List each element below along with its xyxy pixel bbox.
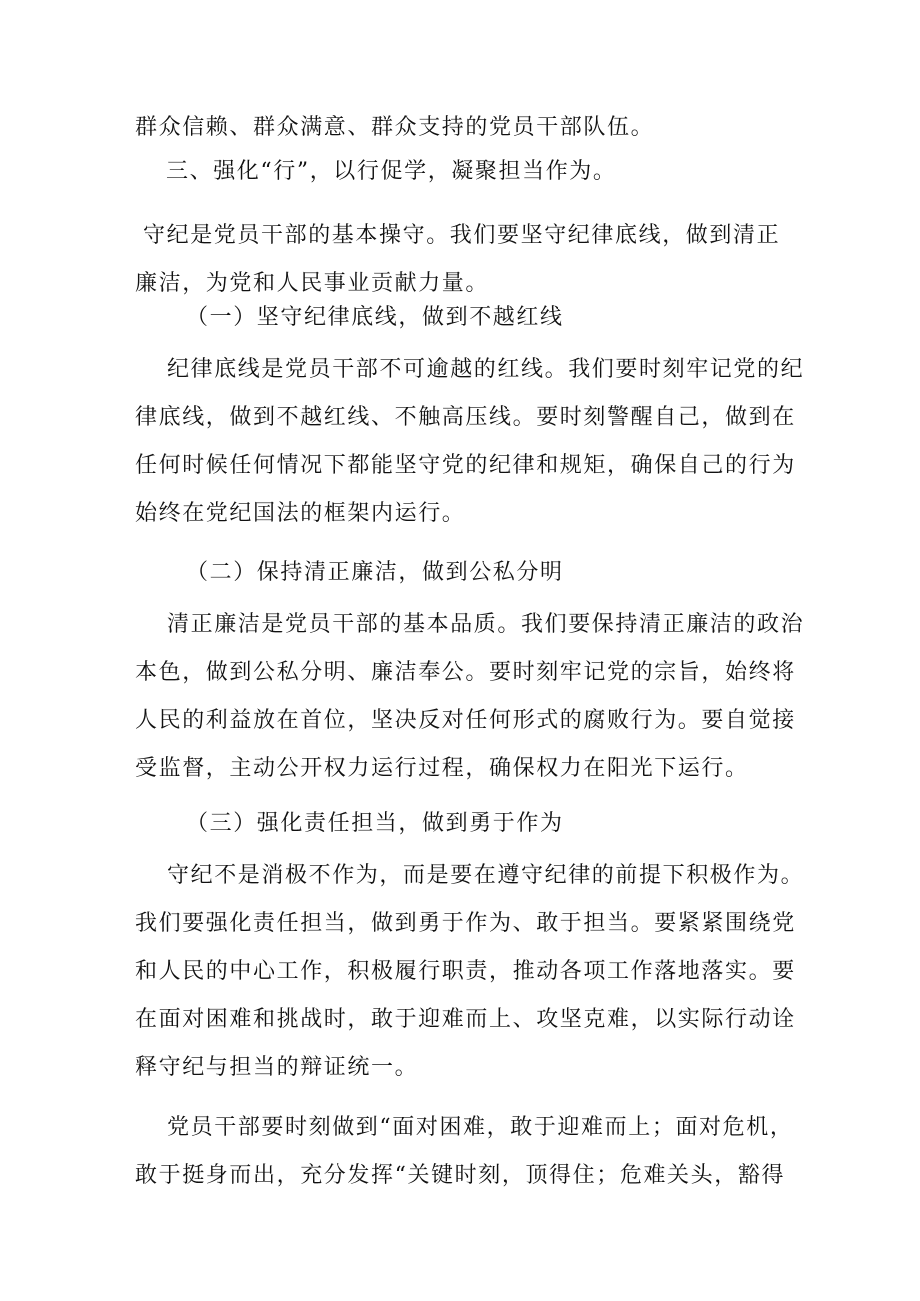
subsection-heading-1: （一）坚守纪律底线，做到不越红线 [186,305,564,330]
text-line: 守纪是党员干部的基本操守。我们要坚守纪律底线，做到清正 [143,223,781,248]
text-line: 任何时候任何情况下都能坚守党的纪律和规矩，确保自己的行为 [135,453,796,478]
text-line: 敢于挺身而出，充分发挥“关键时刻，顶得住；危难关头，豁得 [135,1163,786,1188]
text-line: 廉洁，为党和人民事业贡献力量。 [135,271,490,296]
text-line: 人民的利益放在首位，坚决反对任何形式的腐败行为。要自觉接 [135,708,796,733]
text-line: 党员干部要时刻做到“面对困难，敢于迎难而上；面对危机， [167,1115,794,1140]
text-line: 在面对困难和挑战时，敢于迎难而上、攻坚克难，以实际行动诠 [135,1007,796,1032]
section-title: 三、强化“行”，以行促学，凝聚担当作为。 [166,159,617,184]
subsection-paragraph-1 [135,346,805,538]
subsection-paragraph-2 [135,601,805,793]
text-line: 守纪不是消极不作为，而是要在遵守纪律的前提下积极作为。 [167,863,805,888]
subsection-heading-3: （三）强化责任担当，做到勇于作为 [186,811,564,836]
text-line: 我们要强化责任担当，做到勇于作为、敢于担当。要紧紧围绕党 [135,911,796,936]
text-line: 群众信赖、群众满意、群众支持的党员干部队伍。 [135,115,655,140]
text-line: 律底线，做到不越红线、不触高压线。要时刻警醒自己，做到在 [135,405,796,430]
text-line: 释守纪与担当的辩证统一。 [135,1055,419,1080]
text-line: 受监督，主动公开权力运行过程，确保权力在阳光下运行。 [135,756,749,781]
text-line: 和人民的中心工作，积极履行职责，推动各项工作落地落实。要 [135,959,796,984]
text-line: 清正廉洁是党员干部的基本品质。我们要保持清正廉洁的政治 [167,612,805,637]
text-line: 纪律底线是党员干部不可逾越的红线。我们要时刻牢记党的纪 [167,357,805,382]
text-line: 本色，做到公私分明、廉洁奉公。要时刻牢记党的宗旨，始终将 [135,660,796,685]
subsection-heading-2: （二）保持清正廉洁，做到公私分明 [186,560,564,585]
closing-paragraph [135,1104,795,1200]
subsection-paragraph-3 [135,852,805,1092]
continuation-paragraph [135,104,795,152]
text-line: 始终在党纪国法的框架内运行。 [135,501,466,526]
